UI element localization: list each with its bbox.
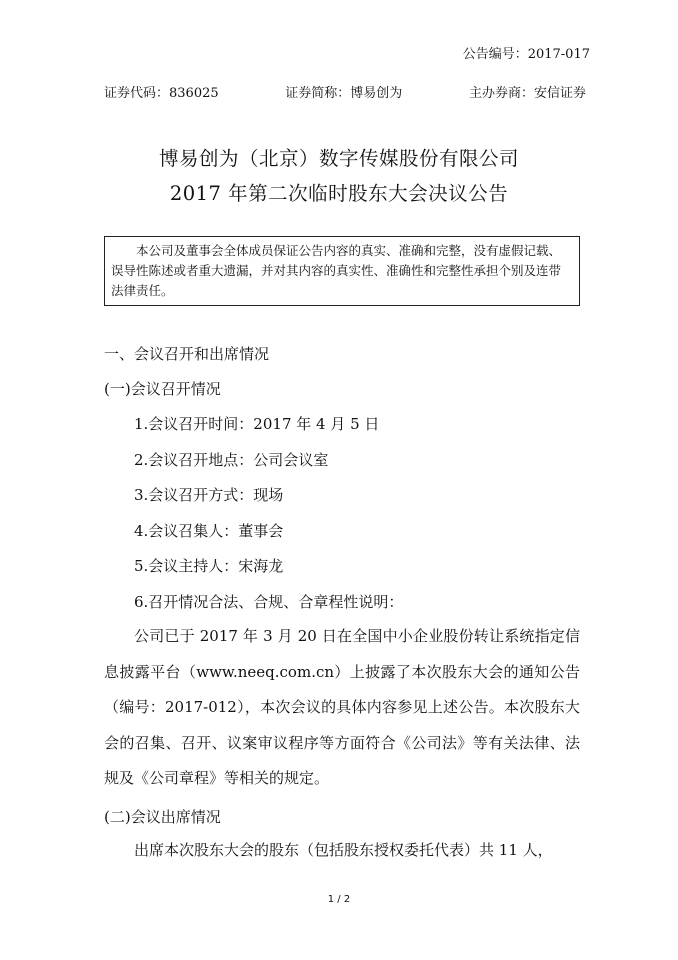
document-title-line1: 博易创为（北京）数字传媒股份有限公司 <box>158 147 519 170</box>
list-item: 3.会议召开方式：现场 <box>134 486 284 504</box>
attendance-paragraph: 出席本次股东大会的股东（包括股东授权委托代表）共 11 人， <box>134 841 553 859</box>
list-item: 1.会议召开时间：2017 年 4 月 5 日 <box>134 415 380 433</box>
page-number: 1 / 2 <box>327 894 351 905</box>
disclaimer-box: 本公司及董事会全体成员保证公告内容的真实、准确和完整，没有虚假记载、误导性陈述或者重大遗漏，并对其内容的真实性、准确性和完整性承担个别及连带法律责任。 <box>104 236 580 306</box>
announcement-number: 公告编号：2017-017 <box>462 47 590 62</box>
list-item: 2.会议召开地点：公司会议室 <box>134 451 329 469</box>
document-title-line2: 2017 年第二次临时股东大会决议公告 <box>169 182 509 205</box>
list-item: 4.会议召集人：董事会 <box>134 522 284 540</box>
security-name: 证券简称：博易创为 <box>285 86 403 101</box>
list-item: 5.会议主持人：宋海龙 <box>134 557 284 575</box>
list-item: 6.召开情况合法、合规、合章程性说明： <box>134 593 404 611</box>
subsection-heading-convening: (一)会议召开情况 <box>104 380 221 398</box>
sponsor-broker: 主办券商：安信证券 <box>468 86 586 101</box>
security-code: 证券代码：836025 <box>104 86 219 101</box>
security-info-row <box>104 82 586 101</box>
section-heading: 一、会议召开和出席情况 <box>104 345 270 363</box>
subsection-heading-attendance: (二)会议出席情况 <box>104 808 221 826</box>
compliance-paragraph: 公司已于 2017 年 3 月 20 日在全国中小企业股份转让系统指定信息披露平台（www.neeq.com.cn）上披露了本次股东大会的通知公告（编号：2017-012），本次会议的具体内容参见上述公告。本次股东大会的召集、召开、议案审议程序等方面符合《公司法》等有关法律、法规及《公司章程》等相关的规定。 <box>104 627 580 787</box>
